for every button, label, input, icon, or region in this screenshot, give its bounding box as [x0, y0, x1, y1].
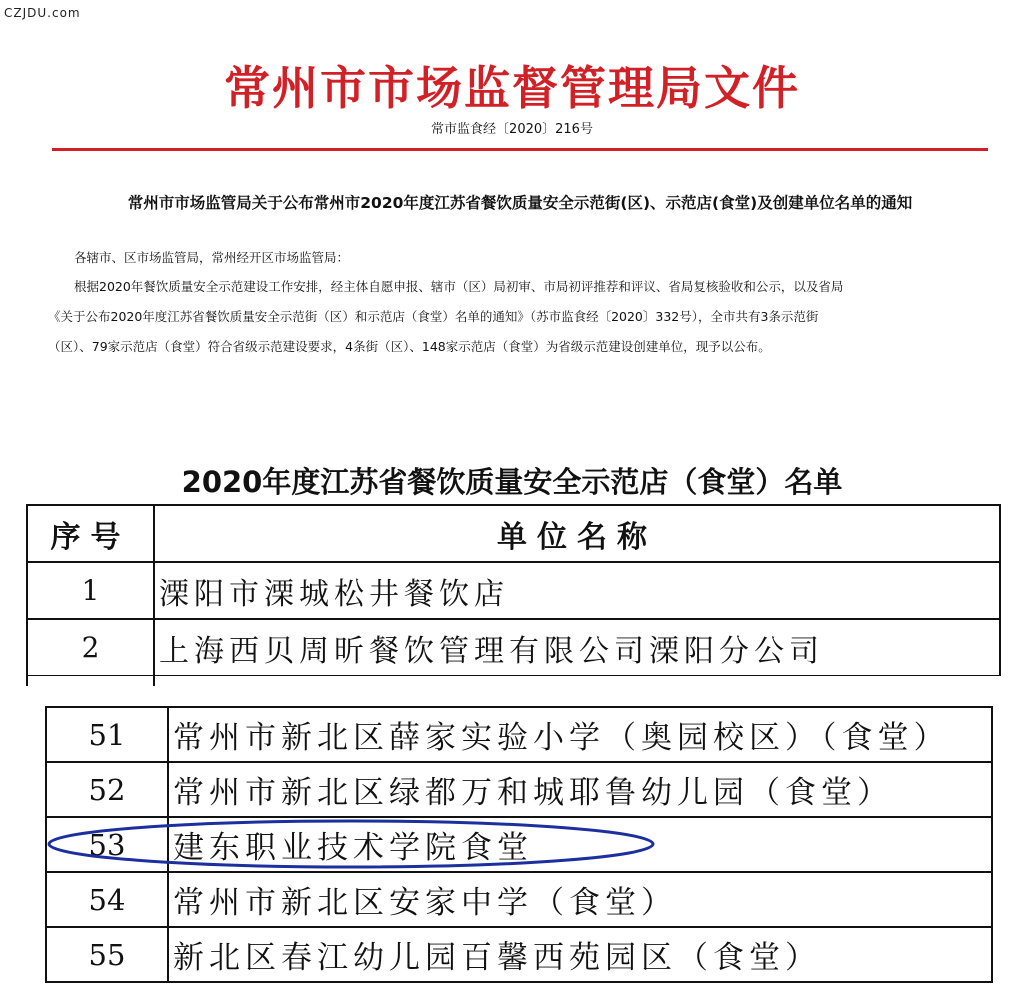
- table-crop-edge: [26, 676, 1003, 686]
- site-watermark: CZJDU.com: [4, 6, 81, 20]
- table-row: [27, 562, 1000, 619]
- list-table-bottom: [45, 706, 993, 983]
- crop-gap: [0, 686, 1024, 704]
- row-index: 54: [46, 872, 168, 927]
- table-row: [46, 872, 992, 927]
- notice-paragraph-line: 根据2020年餐饮质量安全示范建设工作安排，经主体自愿申报、辖市（区）局初审、市局初评推荐和评议、省局复核验收和公示，以及省局: [74, 279, 844, 294]
- document-header: 常州市市场监督管理局文件: [224, 61, 800, 115]
- row-unit-name: 常州市新北区安家中学（食堂）: [168, 872, 992, 927]
- header-unit-name: 单位名称: [154, 505, 1000, 562]
- row-index: 51: [46, 707, 168, 762]
- row-unit-name: 常州市新北区薛家实验小学（奥园校区）（食堂）: [168, 707, 992, 762]
- notice-salutation: 各辖市、区市场监管局，常州经开区市场监管局：: [74, 250, 350, 265]
- notice-paragraph-line: 《关于公布2020年度江苏省餐饮质量安全示范街（区）和示范店（食堂）名单的通知》（苏市监食经〔2020〕332号），全市共有3条示范街: [48, 309, 819, 324]
- table-header-row: [27, 505, 1000, 562]
- notice-title: 常州市市场监管局关于公布常州市2020年度江苏省餐饮质量安全示范街(区)、示范店(食堂)及创建单位名单的通知: [127, 194, 913, 212]
- row-index: 52: [46, 762, 168, 817]
- row-unit-name: 溧阳市溧城松井餐饮店: [154, 562, 1000, 619]
- document-number: 常市监食经〔2020〕216号: [431, 122, 593, 137]
- table-row: [46, 927, 992, 982]
- table-row-highlighted: [46, 817, 992, 872]
- list-title: 2020年度江苏省餐饮质量安全示范店（食堂）名单: [181, 465, 843, 499]
- table-row: [46, 762, 992, 817]
- row-unit-name: 常州市新北区绿都万和城耶鲁幼儿园（食堂）: [168, 762, 992, 817]
- row-unit-name: 新北区春江幼儿园百馨西苑园区（食堂）: [168, 927, 992, 982]
- row-index: 1: [27, 562, 154, 619]
- table-row: [27, 619, 1000, 676]
- row-index: 53: [46, 817, 168, 872]
- row-unit-name: 上海西贝周昕餐饮管理有限公司溧阳分公司: [154, 619, 1000, 676]
- row-index: 2: [27, 619, 154, 676]
- header-divider: [52, 148, 988, 151]
- table-row: [46, 707, 992, 762]
- notice-paragraph-line: （区）、79家示范店（食堂）符合省级示范建设要求，4条街（区）、148家示范店（食堂）为省级示范建设创建单位，现予以公布。: [48, 339, 771, 354]
- row-index: 55: [46, 927, 168, 982]
- row-unit-name: 建东职业技术学院食堂: [168, 817, 992, 872]
- list-table-top: [26, 504, 1001, 677]
- header-index: 序号: [27, 505, 154, 562]
